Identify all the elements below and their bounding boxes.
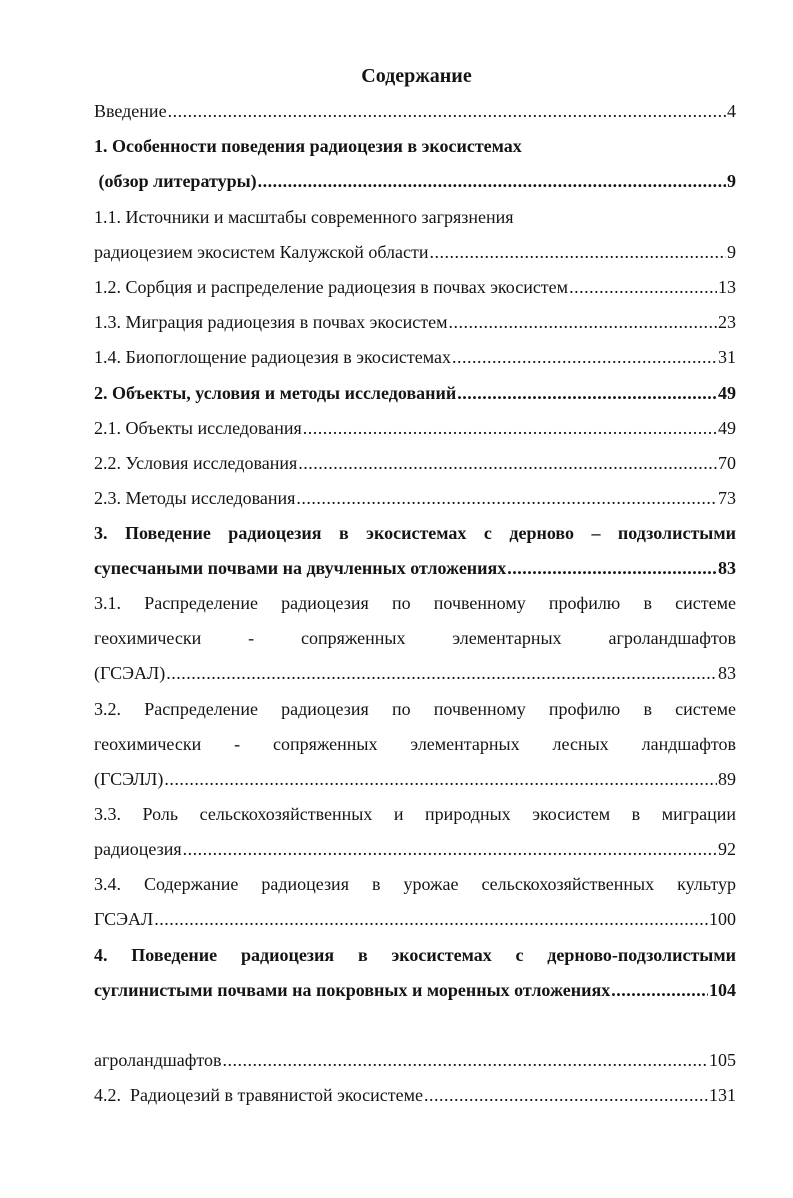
dot-leader <box>424 1083 708 1107</box>
toc-chapter-4-heading-cont <box>94 978 736 1002</box>
toc-entry-text: 2. Объекты, условия и методы исследований <box>94 383 457 403</box>
toc-entry-text: 1. Особенности поведения радиоцезия в экосистемах <box>94 136 522 156</box>
toc-entry-3-2-cont <box>94 732 736 756</box>
toc-chapter-4-heading <box>94 943 736 967</box>
toc-entry-text: 4. Поведение радиоцезия в экосистемах с дерново-подзолистыми <box>94 945 736 965</box>
toc-entry-text: (обзор литературы) <box>94 171 257 191</box>
toc-entry-text: ГСЭАЛ <box>94 909 154 929</box>
toc-page-number: 92 <box>718 839 736 859</box>
toc-entry-3-2 <box>94 697 736 721</box>
toc-page-number: 83 <box>718 558 736 578</box>
toc-page-number: 83 <box>718 663 736 683</box>
toc-entry-text: 1.4. Биопоглощение радиоцезия в экосистемах <box>94 347 452 367</box>
toc-page-number: 31 <box>718 347 736 367</box>
dot-leader <box>449 310 717 334</box>
toc-chapter-1-heading <box>94 134 736 158</box>
dot-leader <box>223 1048 708 1072</box>
toc-page-number: 89 <box>718 769 736 789</box>
toc-page-number: 23 <box>718 312 736 332</box>
toc-entry-text: 3.4. Содержание радиоцезия в урожае сельскохозяйственных культур <box>94 874 736 894</box>
toc-entry-text: 3.3. Роль сельскохозяйственных и природных экосистем в миграции <box>94 804 736 824</box>
dot-leader <box>430 240 726 264</box>
dot-leader <box>457 381 717 405</box>
toc-entry-3-3 <box>94 802 736 826</box>
dot-leader <box>507 556 717 580</box>
toc-entry-3-2-cont2 <box>94 767 736 791</box>
toc-entry-text: 3. Поведение радиоцезия в экосистемах с дерново – подзолистыми <box>94 523 736 543</box>
toc-entry-1-4 <box>94 345 736 369</box>
dot-leader <box>298 451 717 475</box>
toc-entry-text: радиоцезием экосистем Калужской области <box>94 242 429 262</box>
toc-page-number: 100 <box>709 909 736 929</box>
toc-page-number: 70 <box>718 453 736 473</box>
toc-page-number: 9 <box>727 242 736 262</box>
toc-entry-2-2 <box>94 451 736 475</box>
toc-entry-4-2 <box>94 1083 736 1107</box>
toc-page-number: 49 <box>718 418 736 438</box>
toc-entry-text: 1.1. Источники и масштабы современного загрязнения <box>94 207 514 227</box>
toc-entry-text: 1.2. Сорбция и распределение радиоцезия в почвах экосистем <box>94 277 569 297</box>
toc-entry-text: 4.2. Радиоцезий в травянистой экосистеме <box>94 1085 423 1105</box>
dot-leader <box>569 275 717 299</box>
toc-chapter-3-heading-cont <box>94 556 736 580</box>
toc-entry-2-1 <box>94 416 736 440</box>
toc-entry-3-4 <box>94 872 736 896</box>
toc-page-number: 9 <box>727 171 736 191</box>
toc-entry-2-3 <box>94 486 736 510</box>
toc-entry-3-1-cont <box>94 626 736 650</box>
toc-page-number: 49 <box>718 383 736 403</box>
toc-entry-text: 2.3. Методы исследования <box>94 488 296 508</box>
dot-leader <box>166 661 717 685</box>
toc-entry-4-1 <box>94 1013 736 1037</box>
toc-entry-1-2 <box>94 275 736 299</box>
toc-page-number: 131 <box>709 1085 736 1105</box>
toc-entry-1-3 <box>94 310 736 334</box>
toc-page-number: 13 <box>718 277 736 297</box>
toc-entry-text: 3.1. Распределение радиоцезия по почвенному профилю в системе <box>94 593 736 613</box>
toc-entry-text: (ГСЭАЛ) <box>94 663 166 683</box>
toc-entry-text: радиоцезия <box>94 839 182 859</box>
toc-entry-text: геохимически - сопряженных элементарных лесных ландшафтов <box>94 734 736 754</box>
toc-entry-text: 3.2. Распределение радиоцезия по почвенному профилю в системе <box>94 699 736 719</box>
toc-chapter-3-heading <box>94 521 736 545</box>
page-title: Содержание <box>361 65 472 87</box>
toc-entry-3-3-cont <box>94 837 736 861</box>
dot-leader <box>296 486 717 510</box>
dot-leader <box>154 907 708 931</box>
dot-leader <box>183 837 717 861</box>
dot-leader <box>164 767 717 791</box>
toc-page-number: 4 <box>727 101 736 121</box>
toc-entry-text: 2.2. Условия исследования <box>94 453 298 473</box>
toc-entry-text: (ГСЭЛЛ) <box>94 769 164 789</box>
toc-entry-4-1-cont <box>94 1048 736 1072</box>
toc-entry-3-1-cont2 <box>94 661 736 685</box>
toc-entry-text: супесчаными почвами на двучленных отложениях <box>94 558 507 578</box>
toc-entry-1-1-cont <box>94 240 736 264</box>
toc-page-number: 73 <box>718 488 736 508</box>
toc-chapter-1-heading-cont <box>94 169 736 193</box>
toc-entry-introduction <box>94 99 736 123</box>
toc-entry-text: 1.3. Миграция радиоцезия в почвах экосистем <box>94 312 448 332</box>
dot-leader <box>611 978 708 1002</box>
toc-entry-text: геохимически - сопряженных элементарных агроландшафтов <box>94 628 736 648</box>
dot-leader <box>452 345 717 369</box>
toc-page-number: 104 <box>709 980 736 1000</box>
toc-entry-text: агроландшафтов <box>94 1050 222 1070</box>
toc-entry-text: 2.1. Объекты исследования <box>94 418 302 438</box>
toc-entry-text: Введение <box>94 101 167 121</box>
toc-entry-1-1 <box>94 205 736 229</box>
dot-leader <box>168 99 726 123</box>
dot-leader <box>258 169 726 193</box>
toc-entry-3-1 <box>94 591 736 615</box>
toc-entry-3-4-cont <box>94 907 736 931</box>
dot-leader <box>303 416 717 440</box>
toc-page-number: 105 <box>709 1050 736 1070</box>
toc-chapter-2-heading <box>94 381 736 405</box>
toc-entry-text: суглинистыми почвами на покровных и моренных отложениях <box>94 980 611 1000</box>
